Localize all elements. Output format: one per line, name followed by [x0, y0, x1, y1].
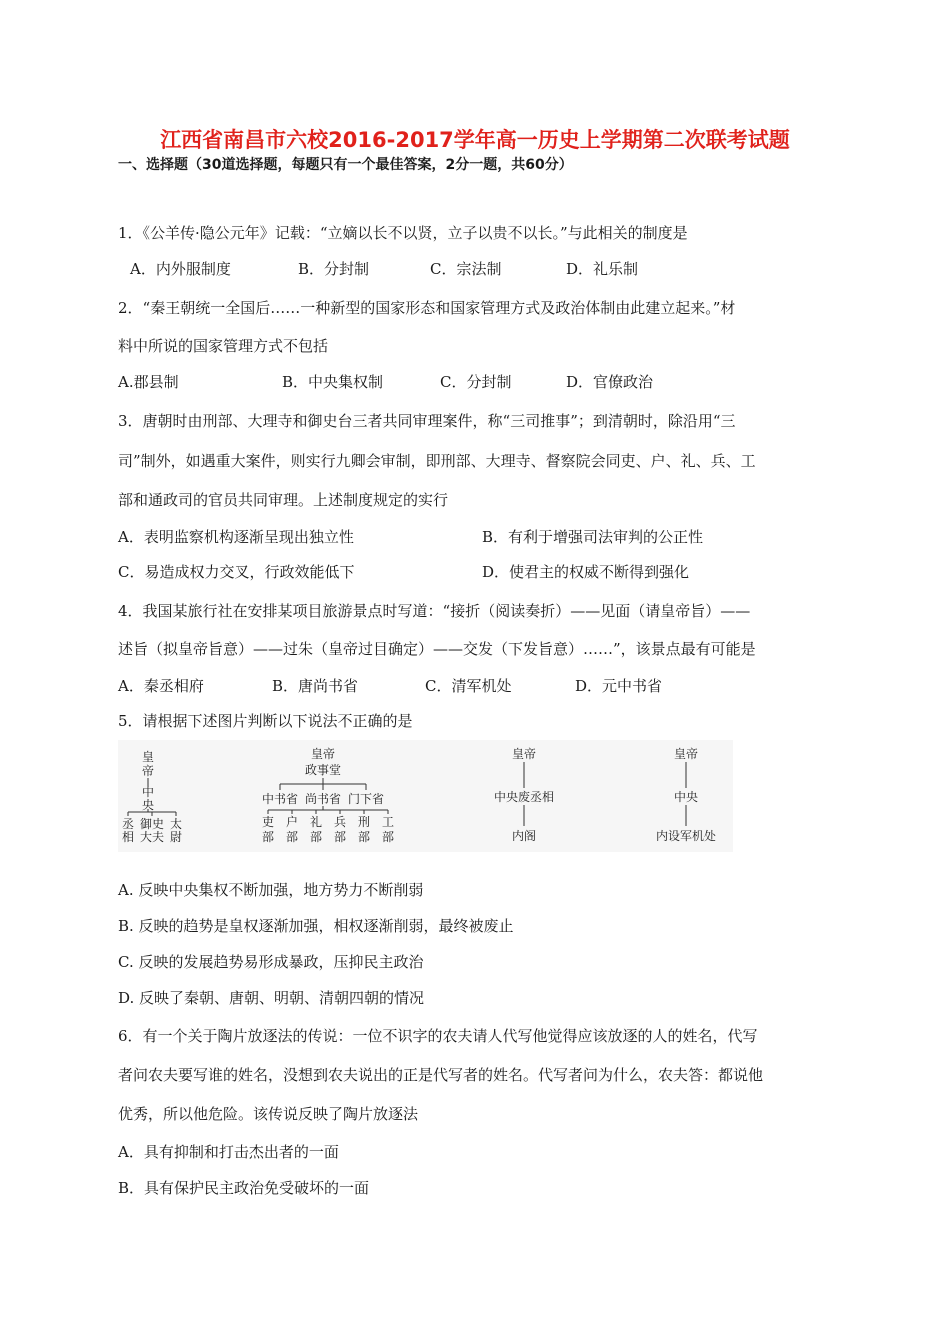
question-6-option-a: A．具有抑制和打击杰出者的一面	[118, 1143, 339, 1161]
question-3-stem-line-2: 司”制外，如遇重大案件，则实行九卿会审制，即刑部、大理寺、督察院会同吏、户、礼、兵、工	[118, 452, 756, 470]
d1-top-2: 帝	[141, 764, 155, 778]
d2-mid: 政事堂	[304, 763, 342, 777]
d2-leaf-2b: 部	[285, 830, 299, 844]
d2-leaf-6b: 部	[381, 830, 395, 844]
question-5-option-c: C. 反映的发展趋势易形成暴政，压抑民主政治	[118, 953, 424, 971]
question-2-option-c: C．分封制	[440, 373, 512, 391]
d2-branch-2: 尚书省	[304, 792, 342, 806]
question-3-option-c: C．易造成权力交叉，行政效能低下	[118, 563, 355, 581]
question-5-option-a: A. 反映中央集权不断加强，地方势力不断削弱	[118, 881, 424, 899]
d2-branch-1: 中书省	[261, 792, 299, 806]
d2-leaf-4a: 兵	[333, 815, 347, 829]
question-5-option-b: B. 反映的趋势是皇权逐渐加强，相权逐渐削弱，最终被废止	[118, 917, 514, 935]
d2-leaf-6a: 工	[381, 815, 395, 829]
d4-bottom: 内设军机处	[655, 829, 717, 843]
central-government-evolution-diagram	[118, 740, 733, 852]
question-1-option-c: C．宗法制	[430, 260, 502, 278]
question-6-option-b: B．具有保护民主政治免受破坏的一面	[118, 1179, 370, 1197]
question-3-option-b: B．有利于增强司法审判的公正性	[482, 528, 704, 546]
question-1-option-b: B．分封制	[298, 260, 370, 278]
d1-top-1: 皇	[141, 750, 155, 764]
d3-top: 皇帝	[511, 747, 537, 761]
question-2-option-d: D．官僚政治	[566, 373, 654, 391]
question-3-option-d: D．使君主的权威不断得到强化	[482, 563, 690, 581]
d2-leaf-2a: 户	[285, 815, 299, 829]
d1-leaf-2b: 大夫	[139, 830, 165, 844]
d2-leaf-5a: 刑	[357, 815, 371, 829]
question-1-option-a: A．内外服制度	[130, 260, 231, 278]
question-5-option-d: D. 反映了秦朝、唐朝、明朝、清朝四朝的情况	[118, 989, 425, 1007]
question-5-stem: 5．请根据下述图片判断以下说法不正确的是	[118, 712, 413, 730]
question-3-option-a: A．表明监察机构逐渐呈现出独立性	[118, 528, 354, 546]
question-2-stem-line-2: 料中所说的国家管理方式不包括	[118, 337, 329, 355]
d4-top: 皇帝	[673, 747, 699, 761]
d2-leaf-3a: 礼	[309, 815, 323, 829]
question-4-option-d: D．元中书省	[575, 677, 663, 695]
question-6-stem-line-3: 优秀，所以他危险。该传说反映了陶片放逐法	[118, 1105, 419, 1123]
section-heading: 一、选择题（30道选择题，每题只有一个最佳答案，2分一题，共60分）	[118, 157, 573, 173]
question-6-stem-line-1: 6．有一个关于陶片放逐法的传说：一位不识字的农夫请人代写他觉得应该放逐的人的姓名，代写	[118, 1027, 758, 1045]
question-4-option-b: B．唐尚书省	[272, 677, 359, 695]
question-2-option-b: B．中央集权制	[282, 373, 384, 391]
page-title: 江西省南昌市六校2016-2017学年高一历史上学期第二次联考试题	[160, 128, 790, 152]
d1-mid-1: 中	[141, 785, 155, 799]
d1-mid-2: 央	[141, 798, 155, 812]
d3-mid: 中央废丞相	[493, 790, 555, 804]
question-2-stem-line-1: 2．“秦王朝统一全国后……一种新型的国家形态和国家管理方式及政治体制由此建立起来。”材	[118, 299, 736, 317]
d1-leaf-3b: 尉	[169, 830, 183, 844]
d2-leaf-1b: 部	[261, 830, 275, 844]
d2-leaf-5b: 部	[357, 830, 371, 844]
question-1-option-d: D．礼乐制	[566, 260, 639, 278]
d1-leaf-3a: 太	[169, 817, 183, 831]
d2-leaf-1a: 吏	[261, 815, 275, 829]
question-4-option-a: A．秦丞相府	[118, 677, 204, 695]
question-3-stem-line-3: 部和通政司的官员共同审理。上述制度规定的实行	[118, 491, 449, 509]
d3-bottom: 内阁	[511, 829, 537, 843]
question-4-stem-line-2: 述旨（拟皇帝旨意）——过朱（皇帝过目确定）——交发（下发旨意）……”，该景点最有可能是	[118, 640, 756, 658]
question-2-option-a: A.郡县制	[118, 373, 179, 391]
question-4-stem-line-1: 4．我国某旅行社在安排某项目旅游景点时写道：“接折（阅读奏折）——见面（请皇帝旨）——	[118, 602, 751, 620]
d4-mid: 中央	[673, 790, 699, 804]
d2-top: 皇帝	[310, 747, 336, 761]
question-3-stem-line-1: 3．唐朝时由刑部、大理寺和御史台三者共同审理案件，称“三司推事”；到清朝时，除沿用“三	[118, 412, 736, 430]
d2-leaf-4b: 部	[333, 830, 347, 844]
question-6-stem-line-2: 者问农夫要写谁的姓名，没想到农夫说出的正是代写者的姓名。代写者问为什么，农夫答：都说他	[118, 1066, 764, 1084]
question-4-option-c: C．清军机处	[425, 677, 512, 695]
d1-leaf-1a: 丞	[121, 817, 135, 831]
d2-leaf-3b: 部	[309, 830, 323, 844]
d1-leaf-2a: 御史	[139, 817, 165, 831]
question-1-stem: 1．《公羊传·隐公元年》记载：“立嫡以长不以贤，立子以贵不以长。”与此相关的制度是	[118, 224, 688, 242]
d2-branch-3: 门下省	[347, 792, 385, 806]
d1-leaf-1b: 相	[121, 830, 135, 844]
